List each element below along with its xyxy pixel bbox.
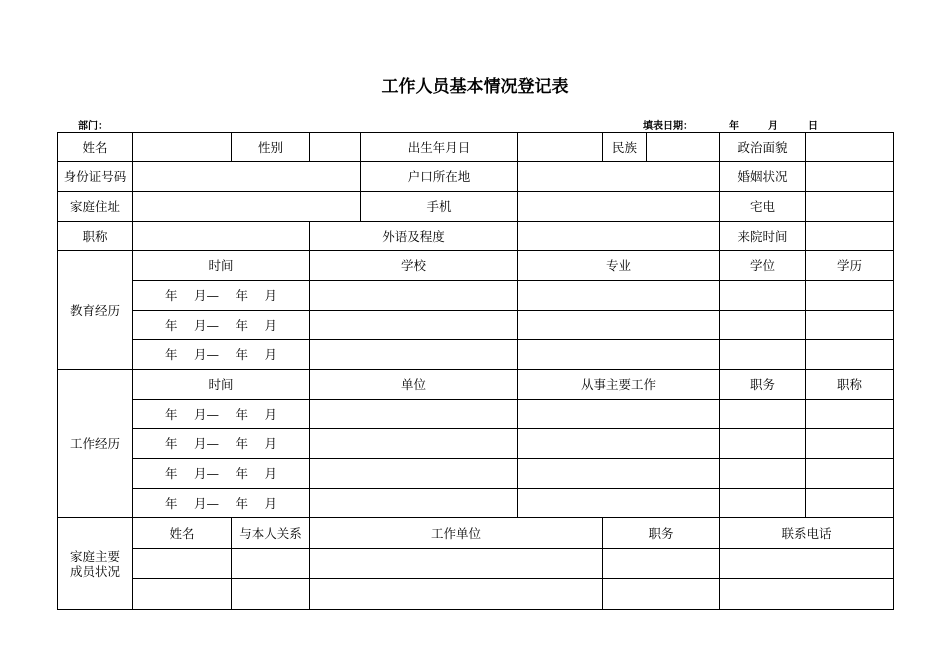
marital-status-label: 婚姻状况: [720, 162, 806, 192]
hukou-field[interactable]: [518, 162, 720, 192]
hukou-label: 户口所在地: [361, 162, 518, 192]
work-period-3[interactable]: 年 月— 年 月: [133, 459, 310, 489]
education-school-2[interactable]: [310, 311, 518, 340]
education-major-header: 专业: [518, 251, 720, 281]
birth-date-field[interactable]: [518, 133, 603, 162]
work-title-1[interactable]: [806, 400, 894, 429]
work-duty-header: 从事主要工作: [518, 370, 720, 400]
education-major-1[interactable]: [518, 281, 720, 311]
work-period-4[interactable]: 年 月— 年 月: [133, 489, 310, 518]
join-date-label: 来院时间: [720, 222, 806, 251]
family-relation-2[interactable]: [232, 579, 310, 610]
education-diploma-header: 学历: [806, 251, 894, 281]
work-title-header: 职称: [806, 370, 894, 400]
job-title-field[interactable]: [133, 222, 310, 251]
education-school-1[interactable]: [310, 281, 518, 311]
work-position-2[interactable]: [720, 429, 806, 459]
family-position-1[interactable]: [603, 549, 720, 579]
home-phone-field[interactable]: [806, 192, 894, 222]
political-status-field[interactable]: [806, 133, 894, 162]
work-title-2[interactable]: [806, 429, 894, 459]
work-title-3[interactable]: [806, 459, 894, 489]
education-diploma-1[interactable]: [806, 281, 894, 311]
education-degree-1[interactable]: [720, 281, 806, 311]
family-name-2[interactable]: [133, 579, 232, 610]
department-label: 部门：: [78, 121, 108, 132]
education-degree-2[interactable]: [720, 311, 806, 340]
family-relation-header: 与本人关系: [232, 518, 310, 549]
work-unit-3[interactable]: [310, 459, 518, 489]
ethnicity-label: 民族: [603, 133, 647, 162]
date-month-label: 月: [768, 121, 778, 132]
education-degree-3[interactable]: [720, 340, 806, 370]
language-field[interactable]: [518, 222, 720, 251]
work-position-header: 职务: [720, 370, 806, 400]
family-position-2[interactable]: [603, 579, 720, 610]
family-unit-1[interactable]: [310, 549, 603, 579]
education-period-3[interactable]: 年 月— 年 月: [133, 340, 310, 370]
education-school-3[interactable]: [310, 340, 518, 370]
name-label: 姓名: [58, 133, 133, 162]
job-title-label: 职称: [58, 222, 133, 251]
family-phone-2[interactable]: [720, 579, 894, 610]
family-section-label: [58, 518, 133, 610]
name-field[interactable]: [133, 133, 232, 162]
work-duty-2[interactable]: [518, 429, 720, 459]
join-date-field[interactable]: [806, 222, 894, 251]
id-number-field[interactable]: [133, 162, 361, 192]
education-degree-header: 学位: [720, 251, 806, 281]
education-period-2[interactable]: 年 月— 年 月: [133, 311, 310, 340]
work-duty-4[interactable]: [518, 489, 720, 518]
mobile-field[interactable]: [518, 192, 720, 222]
gender-field[interactable]: [310, 133, 361, 162]
gender-label: 性别: [232, 133, 310, 162]
education-major-2[interactable]: [518, 311, 720, 340]
education-period-1[interactable]: 年 月— 年 月: [133, 281, 310, 311]
education-diploma-3[interactable]: [806, 340, 894, 370]
family-unit-header: 工作单位: [310, 518, 603, 549]
work-section-label: 工作经历: [58, 370, 133, 518]
family-relation-1[interactable]: [232, 549, 310, 579]
id-number-label: 身份证号码: [58, 162, 133, 192]
fill-date-label: 填表日期：: [643, 121, 693, 132]
education-major-3[interactable]: [518, 340, 720, 370]
form-title: 工作人员基本情况登记表: [381, 77, 569, 97]
education-diploma-2[interactable]: [806, 311, 894, 340]
work-duty-1[interactable]: [518, 400, 720, 429]
mobile-label: 手机: [361, 192, 518, 222]
education-school-header: 学校: [310, 251, 518, 281]
family-position-header: 职务: [603, 518, 720, 549]
work-period-2[interactable]: 年 月— 年 月: [133, 429, 310, 459]
birth-date-label: 出生年月日: [361, 133, 518, 162]
education-time-header: 时间: [133, 251, 310, 281]
work-title-4[interactable]: [806, 489, 894, 518]
marital-status-field[interactable]: [806, 162, 894, 192]
work-unit-header: 单位: [310, 370, 518, 400]
work-unit-1[interactable]: [310, 400, 518, 429]
address-label: 家庭住址: [58, 192, 133, 222]
work-position-1[interactable]: [720, 400, 806, 429]
family-name-header: 姓名: [133, 518, 232, 549]
registration-form-table: [57, 132, 894, 610]
work-position-4[interactable]: [720, 489, 806, 518]
work-unit-4[interactable]: [310, 489, 518, 518]
work-position-3[interactable]: [720, 459, 806, 489]
work-time-header: 时间: [133, 370, 310, 400]
family-phone-header: 联系电话: [720, 518, 894, 549]
work-unit-2[interactable]: [310, 429, 518, 459]
ethnicity-field[interactable]: [647, 133, 720, 162]
home-phone-label: 宅电: [720, 192, 806, 222]
work-duty-3[interactable]: [518, 459, 720, 489]
political-status-label: 政治面貌: [720, 133, 806, 162]
date-year-label: 年: [729, 121, 739, 132]
family-section-text: 家庭主要成员状况: [69, 548, 120, 579]
family-phone-1[interactable]: [720, 549, 894, 579]
language-label: 外语及程度: [310, 222, 518, 251]
date-day-label: 日: [808, 121, 818, 132]
family-unit-2[interactable]: [310, 579, 603, 610]
family-name-1[interactable]: [133, 549, 232, 579]
address-field[interactable]: [133, 192, 361, 222]
education-section-label: 教育经历: [58, 251, 133, 370]
work-period-1[interactable]: 年 月— 年 月: [133, 400, 310, 429]
